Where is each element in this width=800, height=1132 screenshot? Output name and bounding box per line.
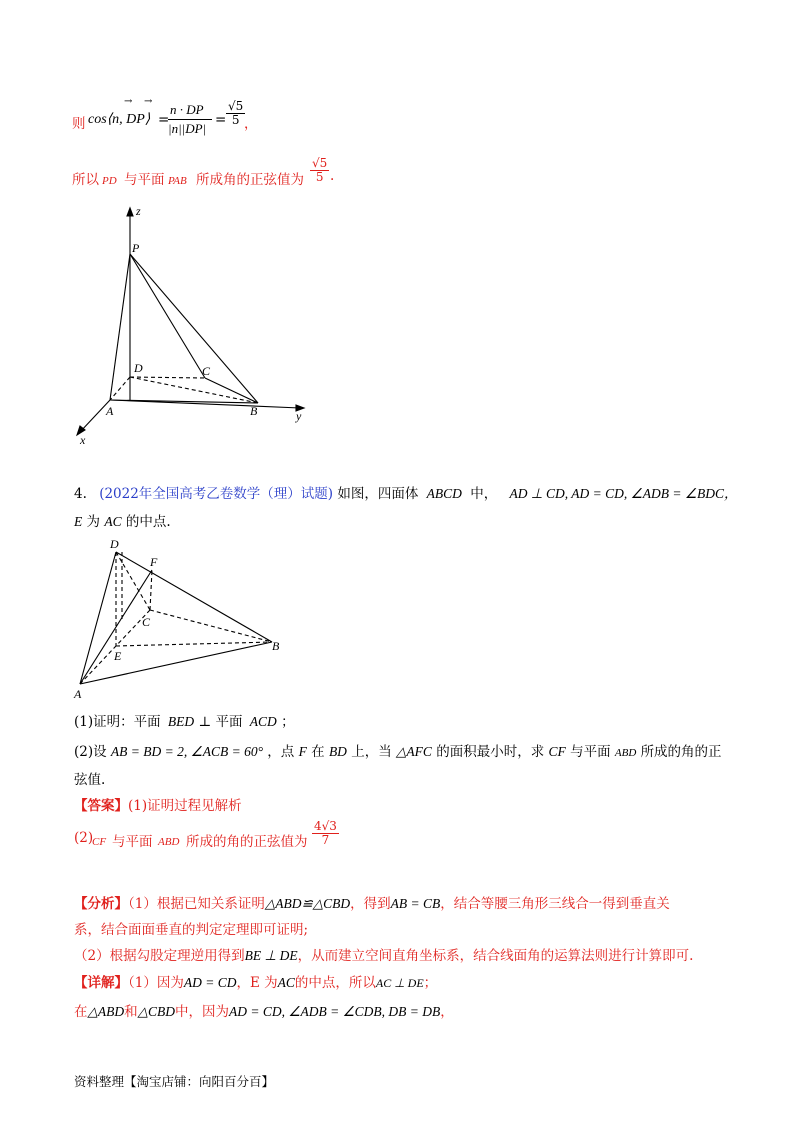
problem-number: 4.	[74, 486, 87, 502]
answer2-frac	[312, 820, 339, 847]
conclusion-period: .	[330, 168, 335, 184]
edge-AB	[80, 642, 272, 684]
detail-line2d: ，	[440, 1004, 454, 1020]
problem-E: E	[74, 514, 83, 529]
label-A2: A	[74, 687, 82, 701]
label-B2: B	[272, 639, 280, 653]
label-A: A	[106, 404, 114, 418]
answer-label: 【答案】	[74, 798, 128, 814]
answer-2-line	[74, 820, 474, 856]
conclusion-pd: PD	[102, 175, 117, 187]
label-C: C	[202, 364, 211, 378]
label-x: x	[80, 433, 86, 447]
edge-PB	[130, 254, 258, 403]
analysis-label: 【分析】	[74, 896, 128, 912]
label-F: F	[150, 555, 158, 569]
formula-eq2: =	[215, 112, 227, 128]
fraction-bar	[168, 119, 212, 120]
edge-CF	[150, 570, 152, 610]
formula-eq: =	[158, 112, 170, 128]
conclusion-a: 所以	[72, 172, 99, 188]
detail-line1	[74, 971, 437, 991]
label-D2: D	[110, 537, 119, 551]
detail-eqs: AD = CD, ∠ADB = ∠CDB, DB = DB	[229, 1004, 441, 1019]
label-z: z	[136, 204, 141, 218]
answer-line	[74, 794, 242, 814]
analysis-line1	[74, 892, 670, 912]
edge-DC	[130, 377, 205, 378]
part1-perp: ⊥	[198, 714, 212, 730]
problem-line2-a: 为	[86, 514, 101, 530]
answer2-t1: 与平面	[112, 834, 153, 850]
part2-cf: CF	[548, 744, 566, 759]
formula-denominator: |n||DP|	[168, 121, 207, 136]
label-D: D	[134, 361, 143, 375]
part1-text: (1)证明：平面	[74, 714, 161, 730]
problem-conditions: AD ⊥ CD, AD = CD, ∠ADB = ∠BDC，	[509, 486, 738, 501]
answer2-t2: 所成的角的正弦值为	[186, 834, 308, 850]
problem-AC: AC	[104, 514, 122, 529]
conclusion-pab: PAB	[168, 175, 187, 187]
label-E: E	[114, 649, 122, 663]
problem-line2-b: 的中点.	[125, 514, 171, 530]
answer2-num: 4√3	[314, 819, 337, 833]
edge-CB	[150, 610, 272, 642]
analysis-bede: BE ⊥ DE	[244, 948, 298, 963]
problem-source: (2022年全国高考乙卷数学（理）试题)	[99, 486, 334, 502]
part2-t7: 所成的角的正	[640, 744, 722, 760]
detail-line2b: 和	[124, 1004, 138, 1020]
analysis-line3a: （2）根据勾股定理逆用得到	[74, 948, 245, 964]
conclusion-den: 5	[315, 170, 324, 184]
formula-lhs: cos⟨n, DP⟩	[88, 112, 151, 127]
label-C2: C	[142, 615, 151, 629]
figure-tetrahedron	[70, 532, 300, 704]
detail-label: 【详解】	[74, 975, 128, 991]
y-axis	[110, 400, 300, 408]
analysis-cong: △ABD≌△CBD	[264, 896, 351, 911]
detail-abd: △ABD	[87, 1004, 125, 1019]
formula-comma: ，	[244, 116, 258, 132]
result-den: 5	[231, 113, 240, 127]
problem-4-line2	[74, 510, 171, 530]
analysis-line3	[74, 944, 693, 964]
analysis-line3b: ，从而建立空间直角坐标系，结合线面角的运算法则进行计算即可.	[297, 948, 694, 964]
label-B: B	[250, 404, 258, 418]
detail-t3: 的中点，所以	[294, 975, 376, 991]
answer-text: (1)证明过程见解析	[128, 798, 242, 814]
part2-abd: ABD	[614, 747, 637, 759]
part2-t3: 在	[311, 744, 325, 760]
z-arrow	[127, 208, 133, 216]
label-y: y	[296, 409, 302, 423]
answer2-prefix: (2)	[74, 830, 94, 846]
analysis-line1b: ，得到	[350, 896, 391, 912]
page-footer: 资料整理【淘宝店铺：向阳百分百】	[74, 1074, 275, 1089]
formula-result	[226, 100, 245, 127]
detail-ac: AC	[277, 975, 295, 990]
part-2-line2	[74, 768, 105, 788]
label-P: P	[132, 241, 140, 255]
figure-pyramid-coordinates	[70, 200, 330, 450]
problem-text2: 中，	[470, 486, 498, 502]
formula-numerator: n · DP	[170, 102, 204, 117]
detail-t2: ，E 为	[236, 975, 278, 991]
edge-AB	[110, 400, 258, 403]
formula-prefix: 则	[72, 116, 86, 132]
part2-f: F	[298, 744, 307, 759]
part-2-line1	[74, 740, 722, 760]
vec-dp-arrow: →	[144, 96, 153, 107]
part2-t4: 上，当	[351, 744, 392, 760]
conclusion-frac	[310, 157, 329, 184]
result-num: √5	[228, 99, 244, 113]
part2-t6: 与平面	[570, 744, 611, 760]
conclusion-num: √5	[312, 156, 328, 170]
part1-text2: 平面	[215, 714, 243, 730]
edge-DA	[80, 552, 116, 684]
detail-acde: AC ⊥ DE	[375, 976, 424, 990]
detail-line2a: 在	[74, 1004, 88, 1020]
detail-adcd: AD = CD	[183, 975, 237, 990]
detail-line2c: 中，因为	[175, 1004, 230, 1020]
analysis-abcb: AB = CB	[390, 896, 441, 911]
part2-tri: △AFC	[396, 744, 432, 759]
conclusion-c: 所成角的正弦值为	[196, 172, 304, 188]
edge-PA	[110, 254, 130, 400]
detail-t1: （1）因为	[128, 975, 184, 991]
answer2-den: 7	[321, 833, 330, 847]
part2-text: (2)设	[74, 744, 107, 760]
problem-abcd: ABCD	[426, 486, 462, 501]
part2-t5: 的面积最小时，求	[436, 744, 545, 760]
answer2-abd: ABD	[158, 836, 180, 848]
part-1	[74, 710, 295, 730]
analysis-line2-text: 系，结合面面垂直的判定定理即可证明;	[74, 922, 309, 938]
edge-PC	[130, 254, 205, 378]
analysis-line1a: （1）根据已知关系证明	[128, 896, 265, 912]
part1-end: ；	[281, 714, 295, 730]
vec-n-arrow: →	[124, 96, 133, 107]
edge-CB	[205, 378, 258, 403]
part1-bed: BED	[167, 714, 195, 729]
detail-t4: ；	[423, 975, 438, 991]
conclusion-b: 与平面	[124, 172, 165, 188]
edge-DB	[116, 552, 272, 642]
answer2-cf: CF	[92, 836, 107, 848]
analysis-line2	[74, 918, 308, 938]
detail-line2	[74, 1000, 454, 1020]
problem-text1: 如图，四面体	[337, 486, 419, 502]
part1-acd: ACD	[249, 714, 277, 729]
part2-cond: AB = BD = 2, ∠ACB = 60°	[110, 744, 263, 759]
part2-t2: ，点	[267, 744, 295, 760]
part2-line2: 弦值.	[74, 772, 106, 788]
part2-bd: BD	[328, 744, 347, 759]
edge-EB	[116, 642, 272, 646]
analysis-line1c: ，结合等腰三角形三线合一得到垂直关	[440, 896, 670, 912]
problem-4-line1	[74, 482, 737, 502]
detail-cbd: △CBD	[137, 1004, 176, 1019]
